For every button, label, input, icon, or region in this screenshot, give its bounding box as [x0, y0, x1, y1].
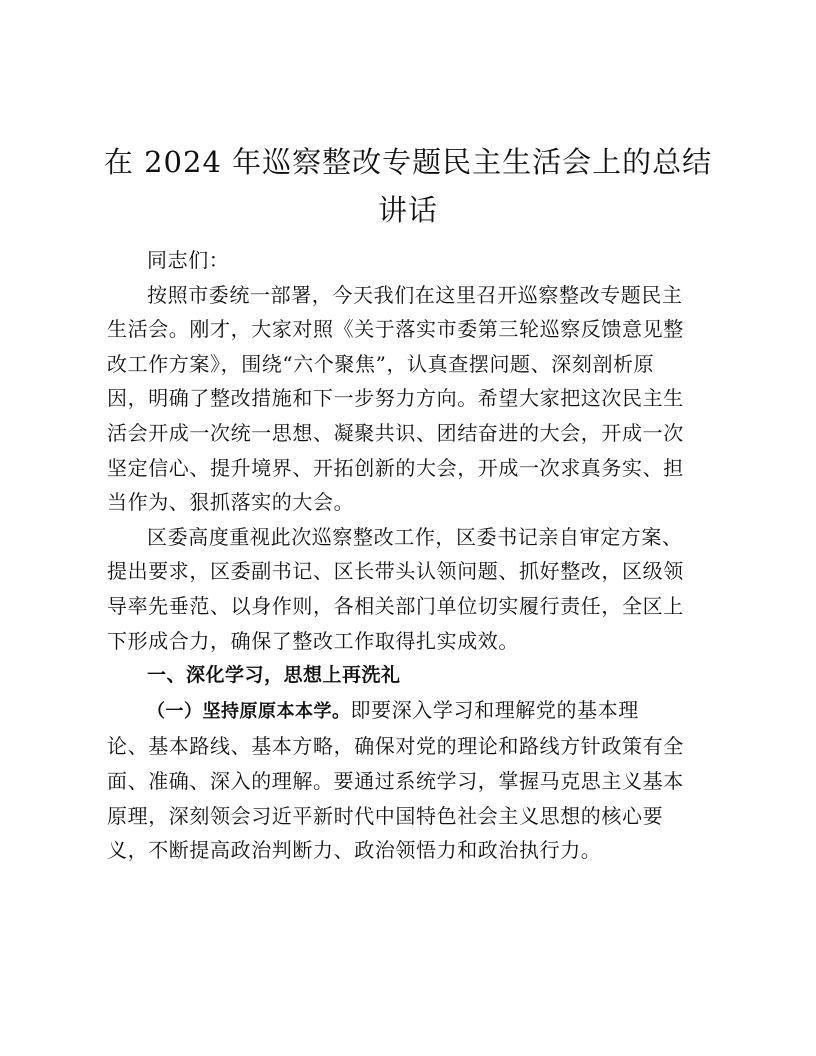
paragraph-1: [107, 278, 707, 520]
paragraph-1-line: 改工作方案》，围绕“六个聚焦”，认真查摆问题、深刻剖析原: [107, 351, 655, 376]
paragraph-3-first-rest: 即要深入学习和理解党的基本理: [350, 697, 639, 722]
paragraph-1-line: 坚定信心、提升境界、开拓创新的大会，开成一次求真务实、担: [107, 455, 684, 480]
paragraph-2-line: 提出要求，区委副书记、区长带头认领问题、抓好整改，区级领: [107, 559, 684, 584]
paragraph-1-line: 按照市委统一部署，今天我们在这里召开巡察整改专题民主: [147, 282, 683, 307]
paragraph-3: [107, 693, 707, 868]
paragraph-3-line: 义，不断提高政治判断力、政治领悟力和政治执行力。: [107, 838, 602, 863]
paragraph-3-first-line: [107, 693, 707, 730]
paragraph-1-line: 当作为、狠抓落实的大会。: [107, 490, 355, 515]
salutation: 同志们：: [147, 248, 230, 272]
title-line-2: 讲话: [377, 193, 438, 227]
subsection-lead: （一）坚持原原本本学。: [147, 700, 351, 722]
document-body: [107, 243, 707, 868]
paragraph-1-line: 活会开成一次统一思想、凝聚共识、团结奋进的大会，开成一次: [107, 420, 684, 445]
title-line-1: 在 2024 年巡察整改专题民主生活会上的总结: [103, 145, 713, 179]
paragraph-2-line: 区委高度重视此次巡察整改工作，区委书记亲自审定方案、: [147, 524, 683, 549]
paragraph-1-line: 因，明确了整改措施和下一步努力方向。希望大家把这次民主生: [107, 386, 684, 411]
paragraph-2-line: 下形成合力，确保了整改工作取得扎实成效。: [107, 628, 519, 653]
paragraph-3-line: 面、准确、深入的理解。要通过系统学习，掌握马克思主义基本: [107, 768, 684, 793]
paragraph-3-line: 原理，深刻领会习近平新时代中国特色社会主义思想的核心要: [107, 803, 664, 828]
section-heading-1: 一、深化学习，思想上再洗礼: [147, 664, 401, 687]
document-title: [100, 138, 716, 234]
paragraph-2-line: 导率先垂范、以身作则，各相关部门单位切实履行责任，全区上: [107, 593, 684, 618]
paragraph-1-line: 生活会。刚才，大家对照《关于落实市委第三轮巡察反馈意见整: [107, 317, 684, 342]
paragraph-3-line: 论、基本路线、基本方略，确保对党的理论和路线方针政策有全: [107, 734, 684, 759]
paragraph-2: [107, 520, 707, 658]
